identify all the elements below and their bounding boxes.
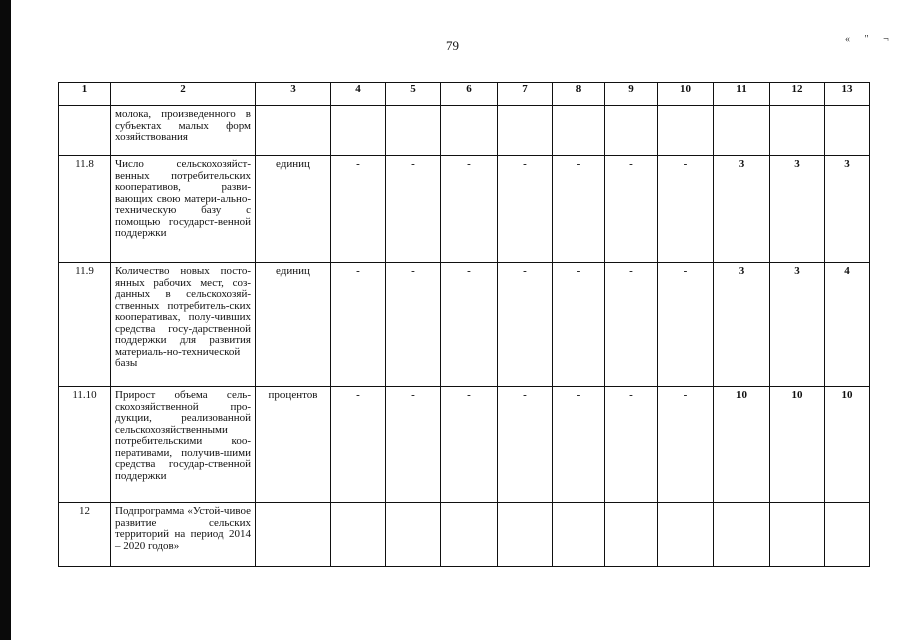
value-cell-col-4: - bbox=[331, 156, 386, 263]
value-cell-col-8 bbox=[553, 503, 605, 567]
unit-of-measure bbox=[256, 106, 331, 156]
value-cell-col-11: 3 bbox=[714, 156, 770, 263]
header-cell-1: 1 bbox=[59, 83, 111, 106]
indicator-description bbox=[111, 263, 256, 387]
table-row bbox=[59, 503, 870, 567]
value-cell-col-13: 10 bbox=[825, 387, 870, 503]
value-cell-col-10: - bbox=[658, 387, 714, 503]
value-cell-col-7: - bbox=[498, 387, 553, 503]
header-cell-4: 4 bbox=[331, 83, 386, 106]
value-cell-col-11 bbox=[714, 106, 770, 156]
value-cell-col-6: - bbox=[441, 387, 498, 503]
unit-of-measure bbox=[256, 503, 331, 567]
header-cell-3: 3 bbox=[256, 83, 331, 106]
page-number: 79 bbox=[446, 38, 459, 53]
table-row bbox=[59, 156, 870, 263]
header-cell-7: 7 bbox=[498, 83, 553, 106]
value-cell-col-7 bbox=[498, 503, 553, 567]
header-cell-9: 9 bbox=[605, 83, 658, 106]
scan-corner-marks: « " ¬ bbox=[845, 34, 895, 45]
value-cell-col-13: 3 bbox=[825, 156, 870, 263]
value-cell-col-12 bbox=[770, 106, 825, 156]
value-cell-col-6: - bbox=[441, 263, 498, 387]
value-cell-col-12: 10 bbox=[770, 387, 825, 503]
value-cell-col-5 bbox=[386, 106, 441, 156]
value-cell-col-4: - bbox=[331, 387, 386, 503]
value-cell-col-9 bbox=[605, 106, 658, 156]
indicator-description bbox=[111, 156, 256, 263]
value-cell-col-5: - bbox=[386, 156, 441, 263]
value-cell-col-10 bbox=[658, 503, 714, 567]
indicator-table bbox=[58, 82, 870, 567]
value-cell-col-11: 3 bbox=[714, 263, 770, 387]
value-cell-col-5 bbox=[386, 503, 441, 567]
indicator-description bbox=[111, 106, 256, 156]
value-cell-col-10: - bbox=[658, 156, 714, 263]
unit-of-measure: единиц bbox=[256, 156, 331, 263]
header-cell-5: 5 bbox=[386, 83, 441, 106]
value-cell-col-4: - bbox=[331, 263, 386, 387]
table-header-row bbox=[59, 83, 870, 106]
value-cell-col-8: - bbox=[553, 263, 605, 387]
indicator-description bbox=[111, 503, 256, 567]
value-cell-col-12: 3 bbox=[770, 156, 825, 263]
unit-of-measure: процентов bbox=[256, 387, 331, 503]
value-cell-col-9: - bbox=[605, 387, 658, 503]
value-cell-col-4 bbox=[331, 106, 386, 156]
indicator-description-text: молока, произведенного в субъектах малых форм хозяйствования bbox=[115, 108, 251, 143]
value-cell-col-10 bbox=[658, 106, 714, 156]
value-cell-col-6 bbox=[441, 106, 498, 156]
table-row bbox=[59, 106, 870, 156]
value-cell-col-8: - bbox=[553, 156, 605, 263]
header-cell-10: 10 bbox=[658, 83, 714, 106]
value-cell-col-13 bbox=[825, 503, 870, 567]
value-cell-col-5: - bbox=[386, 387, 441, 503]
value-cell-col-5: - bbox=[386, 263, 441, 387]
row-number: 11.10 bbox=[59, 387, 111, 503]
row-number: 11.8 bbox=[59, 156, 111, 263]
table-row bbox=[59, 263, 870, 387]
value-cell-col-7: - bbox=[498, 156, 553, 263]
header-cell-11: 11 bbox=[714, 83, 770, 106]
value-cell-col-7: - bbox=[498, 263, 553, 387]
value-cell-col-10: - bbox=[658, 263, 714, 387]
value-cell-col-11: 10 bbox=[714, 387, 770, 503]
indicator-description-text: Число сельскохозяйст-венных потребительских кооперативов, разви-вающих свою матери-ально-техническую базу с помощью государст-венной поддержки bbox=[115, 158, 251, 239]
row-number bbox=[59, 106, 111, 156]
value-cell-col-13 bbox=[825, 106, 870, 156]
indicator-description bbox=[111, 387, 256, 503]
header-cell-12: 12 bbox=[770, 83, 825, 106]
header-cell-2: 2 bbox=[111, 83, 256, 106]
value-cell-col-9: - bbox=[605, 156, 658, 263]
value-cell-col-11 bbox=[714, 503, 770, 567]
header-cell-8: 8 bbox=[553, 83, 605, 106]
value-cell-col-9 bbox=[605, 503, 658, 567]
value-cell-col-9: - bbox=[605, 263, 658, 387]
value-cell-col-8: - bbox=[553, 387, 605, 503]
value-cell-col-4 bbox=[331, 503, 386, 567]
value-cell-col-12 bbox=[770, 503, 825, 567]
indicator-description-text: Прирост объема сель-скохозяйственной про-дукции, реализованной сельскохозяйственными потребительскими коо-перативами, получив-шими средства государ-ственной поддержки bbox=[115, 389, 251, 482]
indicator-description-text: Количество новых посто-янных рабочих мест, соз-данных в сельскохозяй-ственных потребитель-ских кооперативах, полу-чивших средства госу-дарственной поддержки для развития материаль-но-технической базы bbox=[115, 265, 251, 369]
table-row bbox=[59, 387, 870, 503]
header-cell-13: 13 bbox=[825, 83, 870, 106]
unit-of-measure: единиц bbox=[256, 263, 331, 387]
value-cell-col-6 bbox=[441, 503, 498, 567]
value-cell-col-7 bbox=[498, 106, 553, 156]
row-number: 11.9 bbox=[59, 263, 111, 387]
value-cell-col-8 bbox=[553, 106, 605, 156]
scan-edge-bar bbox=[0, 0, 11, 640]
header-cell-6: 6 bbox=[441, 83, 498, 106]
row-number: 12 bbox=[59, 503, 111, 567]
value-cell-col-6: - bbox=[441, 156, 498, 263]
indicator-description-text: Подпрограмма «Устой-чивое развитие сельских территорий на период 2014 – 2020 годов» bbox=[115, 505, 251, 552]
value-cell-col-13: 4 bbox=[825, 263, 870, 387]
value-cell-col-12: 3 bbox=[770, 263, 825, 387]
